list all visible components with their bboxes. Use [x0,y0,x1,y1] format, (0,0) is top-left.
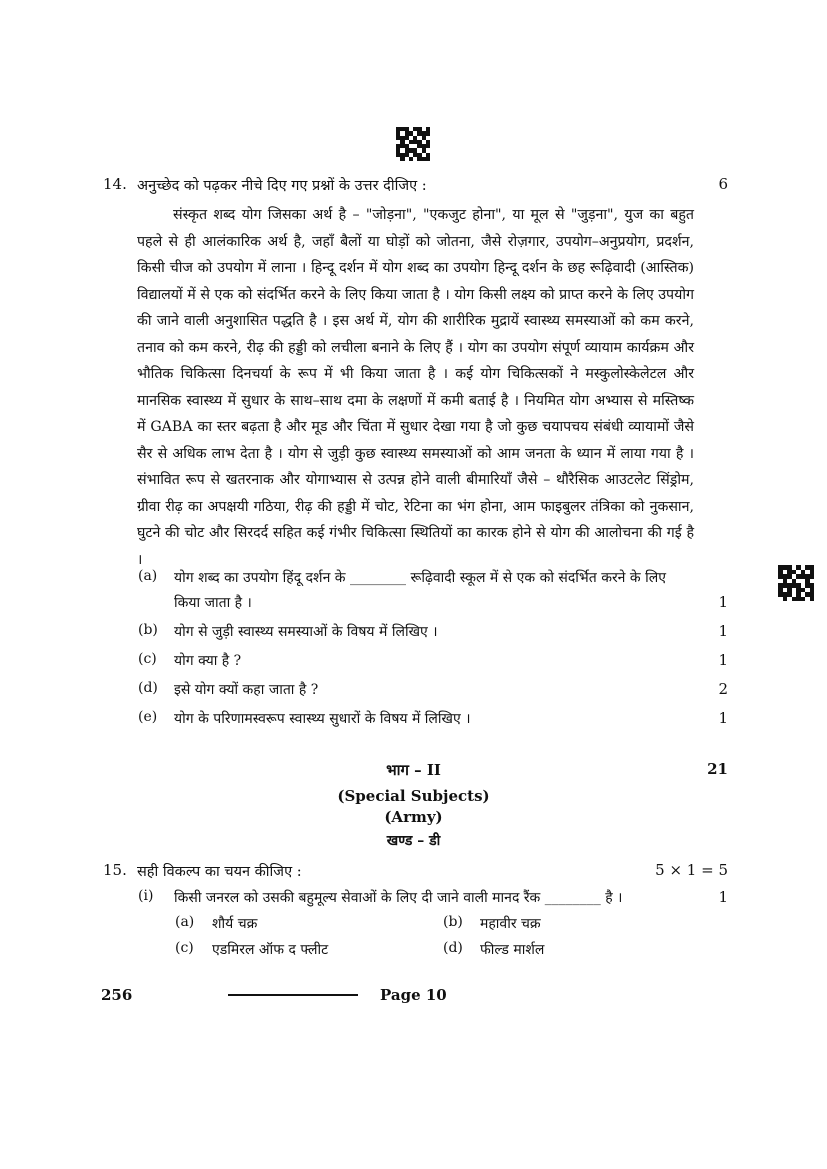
sub-i-marks: 1 [718,888,728,906]
part-subtitle-army: (Army) [384,808,443,826]
question-14-number: 14. [103,175,127,193]
sub-a-text-cont: किया जाता है । [174,595,252,611]
paper-code: 256 [101,986,133,1004]
option-a-label: (a) [175,914,195,930]
sub-i-text: किसी जनरल को उसकी बहुमूल्य सेवाओं के लिए दी जाने वाली मानद रैंक ________ है । [174,890,623,906]
question-15-instruction: सही विकल्प का चयन कीजिए : [137,864,302,880]
sub-b-text: योग से जुड़ी स्वास्थ्य समस्याओं के विषय में लिखिए । [174,624,438,640]
question-14-marks: 6 [718,175,728,193]
sub-a-label: (a) [138,568,158,584]
option-a-text: शौर्य चक्र [212,916,258,932]
sub-d-text: इसे योग क्यों कहा जाता है ? [174,682,319,698]
question-15-marks: 5 × 1 = 5 [655,861,728,879]
part-subtitle-special: (Special Subjects) [337,787,490,805]
option-b-text: महावीर चक्र [480,916,541,932]
sub-b-label: (b) [138,622,158,638]
question-15-number: 15. [103,861,127,879]
sub-d-label: (d) [138,680,158,696]
page-number: Page 10 [380,986,447,1004]
option-d-text: फील्ड मार्शल [480,942,545,958]
sub-i-label: (i) [138,888,154,904]
sub-a-text: योग शब्द का उपयोग हिंदू दर्शन के ________ रूढ़िवादी स्कूल में से एक को संदर्भित करने के लिए [174,570,666,586]
question-14-instruction: अनुच्छेद को पढ़कर नीचे दिए गए प्रश्नों के उत्तर दीजिए : [137,178,427,194]
sub-e-label: (e) [138,709,158,725]
option-d-label: (d) [443,940,463,956]
part-title: भाग – II [386,761,441,779]
qr-code-side [778,565,814,601]
sub-a-marks: 1 [718,593,728,611]
qr-code-top [396,127,430,161]
part-marks: 21 [707,760,728,778]
sub-c-marks: 1 [718,651,728,669]
sub-c-label: (c) [138,651,157,667]
question-14-passage: संस्कृत शब्द योग जिसका अर्थ है – "जोड़ना", "एकजुट होना", या मूल से "जुड़ना", युज का बहुत पहले से ही आलंकारिक अर्थ है, जहाँ बैलों या घोड़ों को जोतना, जैसे रोज़गार, उपयोग–अनुप्रयोग, प्रदर्शन, किसी चीज को उपयोग में लाना । हिन्दू दर्शन में योग शब्द का उपयोग हिन्दू दर्शन के छह रूढ़िवादी (आस्तिक) विद्यालयों में से एक को संदर्भित करने के लिए किया जाता है । योग किसी लक्ष्य को प्राप्त करने के लिए उपयोग की जाने वाली अनुशासित पद्धति है । इस अर्थ में, योग की शारीरिक मुद्रायें स्वास्थ्य समस्याओं को कम करने, तनाव को कम करने, रीढ़ की हड्डी को लचीला बनाने के लिए हैं । योग का उपयोग संपूर्ण व्यायाम कार्यक्रम और भौतिक चिकित्सा दिनचर्या के रूप में भी किया जाता है । कई योग चिकित्सकों ने मस्कुलोस्केलेटल और मानसिक स्वास्थ्य में सुधार के साथ–साथ दमा के लक्षणों में कमी बताई है । नियमित योग अभ्यास से मस्तिष्क में GABA का स्तर बढ़ता है और मूड और चिंता में सुधार देखा गया है जो कुछ चयापचय संबंधी व्यायामों जैसे सैर से अधिक लाभ देता है । योग से जुड़ी कुछ स्वास्थ्य समस्याओं को आम जनता के ध्यान में लाया गया है । संभावित रूप से खतरनाक और योगाभ्यास से उत्पन्न होने वाली बीमारियाँ जैसे – थौरैसिक आउटलेट सिंड्रोम, ग्रीवा रीढ़ का अपक्षयी गठिया, रीढ़ की हड्डी में चोट, रेटिना का भंग होना, आम फाइबुलर तंत्रिका को नुकसान, घुटने की चोट और सिरदर्द सहित कई गंभीर चिकित्सा स्थितियों का कारक होने से योग की आलोचना की गई है । [137,207,695,568]
sub-d-marks: 2 [718,680,728,698]
sub-c-text: योग क्या है ? [174,653,242,669]
sub-e-marks: 1 [718,709,728,727]
section-title: खण्ड – डी [386,833,441,849]
sub-e-text: योग के परिणामस्वरूप स्वास्थ्य सुधारों के विषय में लिखिए । [174,711,471,727]
footer-rule [228,994,358,996]
option-b-label: (b) [443,914,463,930]
sub-b-marks: 1 [718,622,728,640]
option-c-label: (c) [175,940,194,956]
option-c-text: एडमिरल ऑफ द फ्लीट [212,942,329,958]
